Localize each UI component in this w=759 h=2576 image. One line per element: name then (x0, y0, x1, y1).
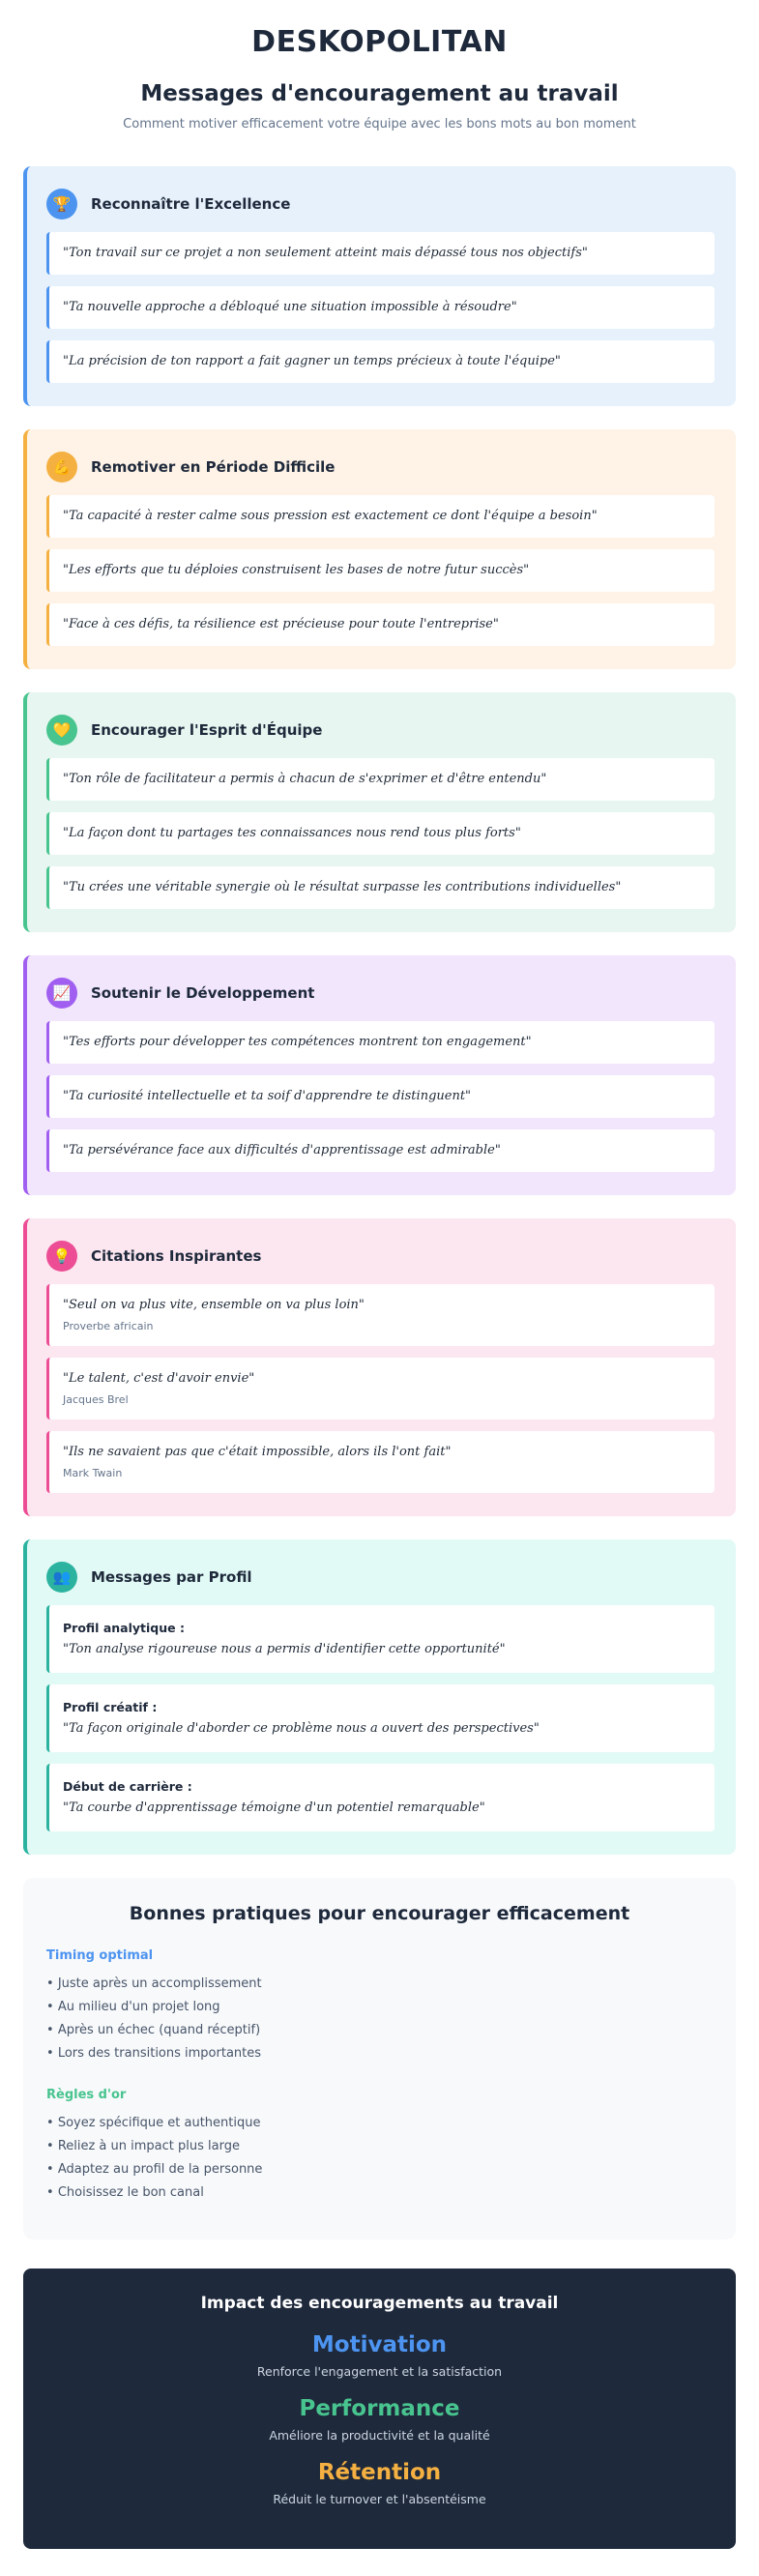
section-header (46, 188, 715, 220)
impact-description: Renforce l'engagement et la satisfaction (256, 2364, 503, 2379)
impact-item (43, 2394, 716, 2444)
message-text: "Seul on va plus vite, ensemble on va plus loin" (63, 1298, 365, 1312)
message-text: "Ta courbe d'apprentissage témoigne d'un potentiel remarquable" (63, 1800, 485, 1815)
people-icon: 👥 (46, 1562, 77, 1593)
section-6 (23, 1539, 736, 1855)
chart-up-icon: 📈 (46, 978, 77, 1009)
message-card (46, 1764, 715, 1831)
message-text: "Tes efforts pour développer tes compétences montrent ton engagement" (63, 1035, 532, 1049)
profile-label: Début de carrière : (63, 1779, 192, 1794)
message-card (46, 286, 715, 329)
message-card (46, 495, 715, 538)
practice-item (46, 2112, 713, 2135)
message-text: "La façon dont tu partages tes connaissances nous rend tous plus forts" (63, 826, 521, 840)
practice-item (46, 2181, 713, 2205)
practice-item-text: Après un échec (quand réceptif) (57, 2023, 261, 2037)
section-title: Reconnaître l'Excellence (91, 195, 291, 213)
section-header (46, 1240, 715, 1273)
trophy-icon: 🏆 (46, 189, 77, 220)
message-card (46, 866, 715, 909)
message-card (46, 1431, 715, 1493)
message-card (46, 1284, 715, 1346)
section-3 (23, 692, 736, 932)
message-card (46, 758, 715, 801)
page-header (23, 0, 736, 133)
message-card (46, 549, 715, 592)
section-header (46, 1561, 715, 1594)
impact-description: Améliore la productivité et la qualité (269, 2428, 490, 2443)
section-header (46, 714, 715, 746)
practice-heading: Timing optimal (46, 1948, 154, 1963)
message-text: "Les efforts que tu déploies construisent les bases de notre futur succès" (63, 563, 530, 577)
message-card (46, 603, 715, 646)
message-text: "Ta façon originale d'aborder ce problème nous a ouvert des perspectives" (63, 1721, 540, 1736)
practice-heading: Règles d'or (46, 2088, 127, 2102)
lightbulb-icon: 💡 (46, 1241, 77, 1272)
practice-item-text: Soyez spécifique et authentique (57, 2116, 261, 2130)
practice-item-text: Choisissez le bon canal (57, 2185, 204, 2200)
section-title: Soutenir le Développement (91, 984, 315, 1002)
section-header (46, 977, 715, 1010)
message-card (46, 1129, 715, 1172)
practices-title: Bonnes pratiques pour encourager efficacement (129, 1903, 630, 1924)
practice-item-text: Lors des transitions importantes (57, 2046, 262, 2061)
message-card (46, 232, 715, 275)
quote-author: Jacques Brel (63, 1393, 129, 1406)
message-card (46, 1605, 715, 1673)
section-1 (23, 166, 736, 406)
brand-logo: DESKOPOLITAN (251, 25, 508, 59)
section-2 (23, 429, 736, 669)
practice-item (46, 2042, 713, 2065)
message-card (46, 1075, 715, 1118)
page-title: Messages d'encouragement au travail (140, 81, 619, 106)
message-text: "Ta nouvelle approche a débloqué une situation impossible à résoudre" (63, 300, 517, 314)
message-text: "Ta capacité à rester calme sous pression est exactement ce dont l'équipe a besoin" (63, 509, 598, 523)
page-subtitle: Comment motiver efficacement votre équipe avec les bons mots au bon moment (123, 117, 636, 132)
impact-panel (23, 2269, 736, 2549)
message-text: "Ton analyse rigoureuse nous a permis d'identifier cette opportunité" (63, 1642, 506, 1656)
profile-label: Profil analytique : (63, 1621, 185, 1635)
message-text: "Face à ces défis, ta résilience est précieuse pour toute l'entreprise" (63, 617, 499, 631)
practice-list (46, 1973, 713, 2065)
section-title: Remotiver en Période Difficile (91, 458, 336, 476)
practice-item (46, 1973, 713, 1996)
impact-item (43, 2330, 716, 2381)
message-text: "Ton travail sur ce projet a non seulement atteint mais dépassé tous nos objectifs" (63, 246, 588, 260)
impact-name: Performance (299, 2396, 460, 2421)
practice-item-text: Reliez à un impact plus large (57, 2139, 240, 2153)
message-text: "Ton rôle de facilitateur a permis à chacun de s'exprimer et d'être entendu" (63, 772, 547, 786)
message-card (46, 1021, 715, 1064)
message-card (46, 1358, 715, 1420)
practice-item (46, 2019, 713, 2042)
message-text: "La précision de ton rapport a fait gagner un temps précieux à toute l'équipe" (63, 354, 561, 368)
message-card (46, 340, 715, 383)
heart-icon: 💛 (46, 715, 77, 746)
muscle-icon: 💪 (46, 452, 77, 483)
message-card (46, 1684, 715, 1752)
practice-item-text: Au milieu d'un projet long (57, 2000, 220, 2014)
practice-item (46, 1996, 713, 2019)
message-text: "Ils ne savaient pas que c'était impossible, alors ils l'ont fait" (63, 1445, 452, 1459)
section-header (46, 451, 715, 483)
impact-name: Motivation (311, 2332, 448, 2357)
section-title: Encourager l'Esprit d'Équipe (91, 721, 323, 739)
section-title: Messages par Profil (91, 1568, 252, 1586)
message-text: "Ta curiosité intellectuelle et ta soif d'apprendre te distinguent" (63, 1089, 472, 1103)
quote-author: Proverbe africain (63, 1320, 154, 1332)
message-text: "Tu crées une véritable synergie où le résultat surpasse les contributions individuelles" (63, 880, 622, 894)
section-title: Citations Inspirantes (91, 1247, 262, 1265)
message-card (46, 812, 715, 855)
impact-description: Réduit le turnover et l'absentéisme (273, 2492, 486, 2506)
section-4 (23, 955, 736, 1195)
message-text: "Le talent, c'est d'avoir envie" (63, 1371, 255, 1386)
practice-item (46, 2158, 713, 2181)
impact-item (43, 2458, 716, 2508)
practice-item-text: Adaptez au profil de la personne (57, 2162, 263, 2177)
best-practices (23, 1878, 736, 2239)
section-5 (23, 1218, 736, 1516)
message-text: "Ta persévérance face aux difficultés d'apprentissage est admirable" (63, 1143, 501, 1157)
quote-author: Mark Twain (63, 1467, 123, 1479)
impact-title: Impact des encouragements au travail (200, 2294, 559, 2313)
practice-item-text: Juste après un accomplissement (57, 1976, 262, 1991)
practice-item (46, 2135, 713, 2158)
practice-list (46, 2112, 713, 2205)
impact-name: Rétention (317, 2460, 442, 2485)
profile-label: Profil créatif : (63, 1700, 158, 1714)
